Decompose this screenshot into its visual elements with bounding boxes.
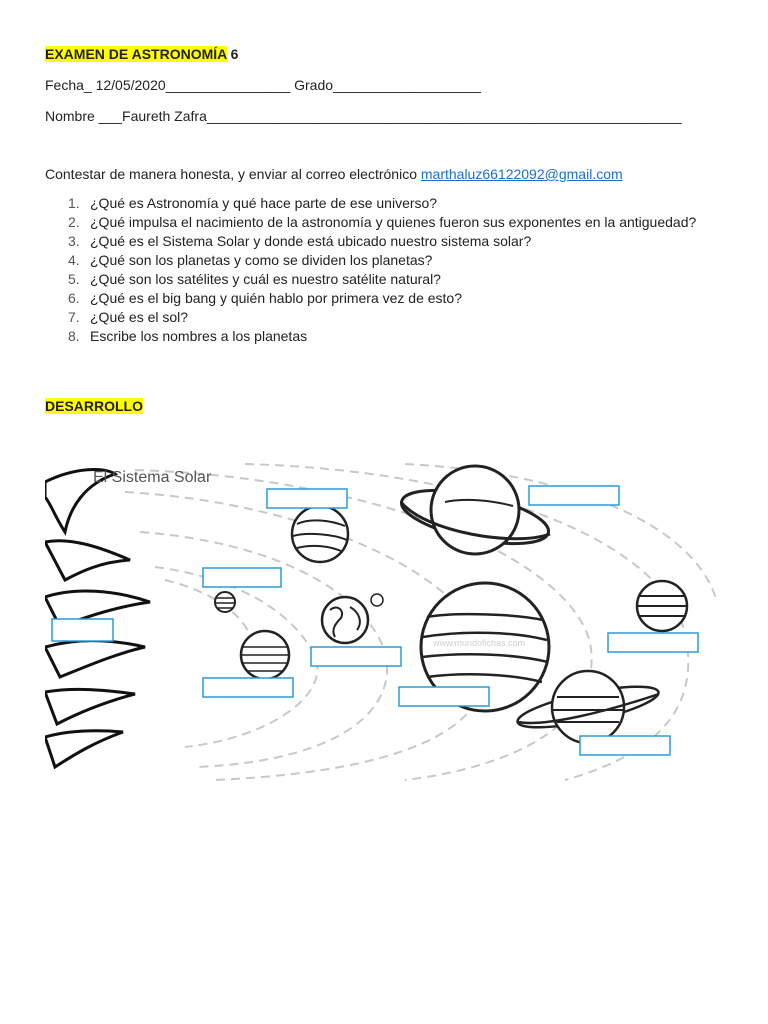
solar-system-diagram — [45, 462, 725, 782]
label-box-venus[interactable] — [203, 678, 293, 697]
label-box-mars[interactable] — [267, 489, 347, 508]
question-item: 7. ¿Qué es el sol? — [68, 309, 189, 325]
section-title: DESARROLLO — [45, 398, 143, 414]
exam-title — [45, 46, 238, 62]
exam-number: 6 — [230, 46, 239, 62]
earth-icon — [322, 594, 383, 643]
label-box-mercury[interactable] — [203, 568, 281, 587]
label-box-jupiter[interactable] — [399, 687, 489, 706]
instructions — [45, 166, 623, 182]
label-box-sun[interactable] — [52, 619, 113, 641]
question-item: 6. ¿Qué es el big bang y quién hablo por primera vez de esto? — [68, 290, 463, 306]
venus-icon — [241, 631, 289, 679]
question-item: 5. ¿Qué son los satélites y cuál es nuestro satélite natural? — [68, 271, 441, 287]
label-box-neptune[interactable] — [608, 633, 698, 652]
mercury-icon — [215, 592, 235, 612]
question-item: 1. ¿Qué es Astronomía y qué hace parte de ese universo? — [68, 195, 438, 211]
question-item: 2. ¿Qué impulsa el nacimiento de la astronomía y quienes fueron sus exponentes en la antiguedad? — [68, 214, 697, 230]
question-list — [45, 194, 766, 346]
name-line: Nombre ___Faureth Zafra_____________________________________________________________ — [45, 108, 682, 124]
sun-icon — [45, 469, 150, 767]
exam-title-highlight: EXAMEN DE ASTRONOMÍA — [45, 46, 227, 62]
label-box-earth[interactable] — [311, 647, 401, 666]
label-box-uranus[interactable] — [580, 736, 670, 755]
question-item: 8. Escribe los nombres a los planetas — [68, 328, 308, 344]
date-grade-line: Fecha_ 12/05/2020________________ Grado___________________ — [45, 77, 481, 93]
watermark: www.mundofichas.com — [433, 638, 526, 648]
orbit-lines — [125, 464, 717, 780]
email-link[interactable]: marthaluz66122092@gmail.com — [420, 166, 623, 182]
neptune-icon — [637, 581, 687, 631]
question-item: 3. ¿Qué es el Sistema Solar y donde está ubicado nuestro sistema solar? — [68, 233, 532, 249]
mars-icon — [292, 506, 348, 562]
diagram-title: El Sistema Solar — [93, 469, 212, 486]
instructions-text: Contestar de manera honesta, y enviar al correo electrónico — [45, 166, 421, 182]
label-box-saturn[interactable] — [529, 486, 619, 505]
question-item: 4. ¿Qué son los planetas y como se dividen los planetas? — [68, 252, 433, 268]
